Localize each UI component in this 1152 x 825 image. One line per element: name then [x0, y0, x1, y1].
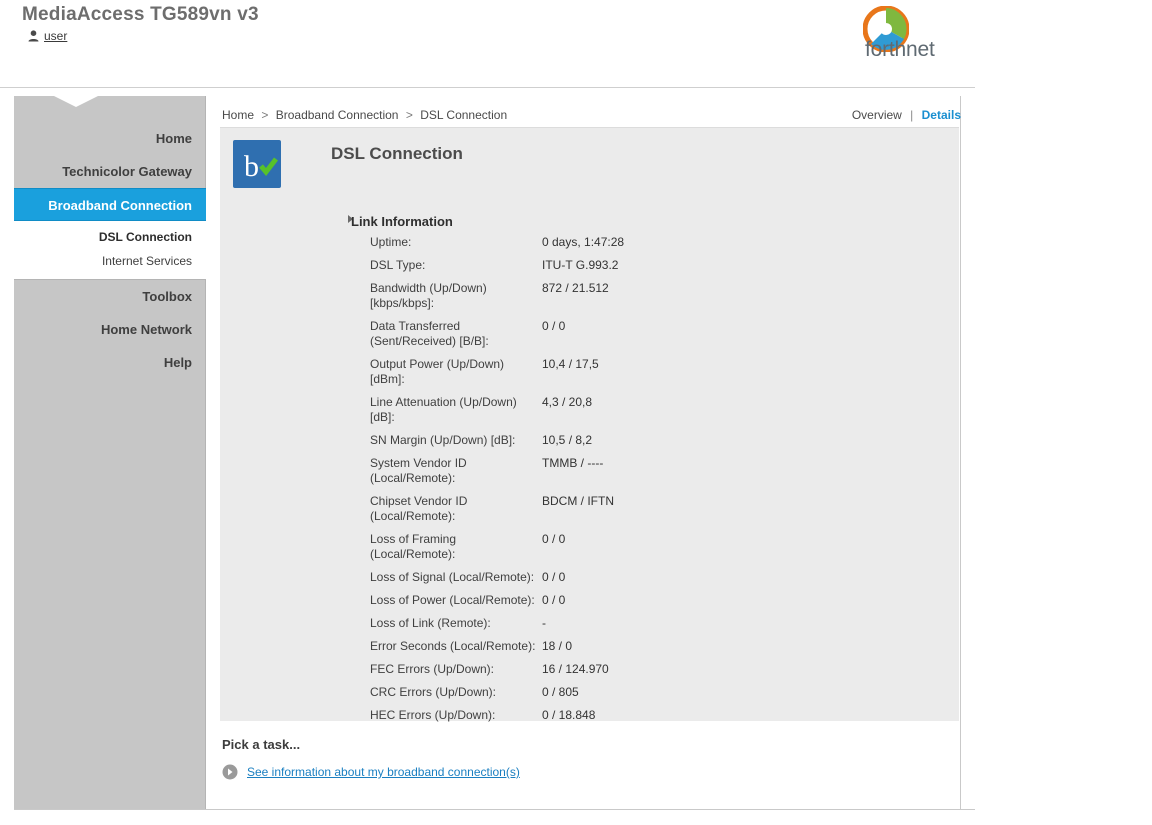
info-value: 0 / 0 — [542, 319, 566, 333]
pick-a-task-title: Pick a task... — [222, 737, 301, 752]
info-label: SN Margin (Up/Down) [dB]: — [370, 433, 516, 447]
task-item[interactable] — [222, 764, 922, 780]
info-label: Loss of Signal (Local/Remote): — [370, 570, 535, 584]
info-row — [370, 319, 930, 349]
info-row — [370, 235, 930, 250]
info-value: 16 / 124.970 — [542, 662, 609, 676]
info-value: 0 / 18.848 — [542, 708, 596, 722]
link-information-list — [370, 235, 930, 731]
sidebar-item-broadband-connection[interactable]: Broadband Connection — [14, 188, 206, 221]
dsl-connection-panel — [220, 127, 959, 721]
info-label: CRC Errors (Up/Down): — [370, 685, 497, 699]
info-value: - — [542, 616, 546, 630]
info-label: Output Power (Up/Down) [dBm]: — [370, 357, 505, 386]
info-label: System Vendor ID (Local/Remote): — [370, 456, 467, 485]
sidebar-notch — [54, 96, 98, 107]
user-link[interactable]: user — [44, 29, 68, 43]
info-label: Data Transferred (Sent/Received) [B/B]: — [370, 319, 489, 348]
sidebar-nav — [14, 122, 206, 379]
sidebar-subitem-dsl-connection[interactable]: DSL Connection — [98, 230, 192, 244]
view-divider: | — [910, 108, 914, 122]
bottom-divider — [14, 809, 975, 810]
sidebar-item-help[interactable]: Help — [163, 355, 192, 370]
dsl-status-icon — [231, 136, 283, 198]
info-value: BDCM / IFTN — [542, 494, 614, 508]
info-row — [370, 685, 930, 700]
sidebar-item-home[interactable]: Home — [155, 131, 192, 146]
info-label: Chipset Vendor ID (Local/Remote): — [370, 494, 468, 523]
info-value: 10,4 / 17,5 — [542, 357, 599, 371]
breadcrumb-item-home[interactable]: Home — [222, 108, 255, 122]
user-account[interactable] — [28, 29, 67, 43]
main-frame — [0, 88, 975, 810]
sidebar-subnav — [14, 221, 206, 280]
info-row — [370, 281, 930, 311]
page-header — [0, 0, 975, 88]
info-label: Line Attenuation (Up/Down) [dB]: — [370, 395, 517, 424]
overview-link[interactable]: Overview — [851, 108, 902, 122]
svg-text:b: b — [244, 150, 259, 183]
details-link[interactable]: Details — [921, 108, 961, 122]
breadcrumb-item-broadband-connection[interactable]: Broadband Connection — [275, 108, 399, 122]
brand-name: forthnet — [865, 38, 935, 61]
info-row — [370, 258, 930, 273]
content-area — [206, 96, 961, 810]
info-row — [370, 456, 930, 486]
breadcrumb-item-dsl-connection[interactable]: DSL Connection — [420, 108, 508, 122]
user-icon — [28, 30, 39, 42]
info-row — [370, 616, 930, 631]
sidebar-item-toolbox[interactable]: Toolbox — [142, 289, 192, 304]
info-label: Uptime: — [370, 235, 412, 249]
info-row — [370, 593, 930, 608]
info-label: Error Seconds (Local/Remote): — [370, 639, 536, 653]
info-row — [370, 494, 930, 524]
info-label: FEC Errors (Up/Down): — [370, 662, 495, 676]
info-value: ITU-T G.993.2 — [542, 258, 619, 272]
sidebar-item-home-network[interactable]: Home Network — [100, 322, 192, 337]
info-value: 0 / 805 — [542, 685, 579, 699]
info-row — [370, 708, 930, 723]
breadcrumb-separator: > — [261, 108, 269, 122]
info-value: 0 / 0 — [542, 532, 566, 546]
info-value: 0 / 0 — [542, 593, 566, 607]
info-label: Bandwidth (Up/Down) [kbps/kbps]: — [370, 281, 487, 310]
pick-a-task-block — [222, 737, 922, 780]
info-row — [370, 662, 930, 677]
info-value: 0 / 0 — [542, 570, 566, 584]
section-title-link-information: Link Information — [351, 214, 453, 229]
info-row — [370, 357, 930, 387]
info-row — [370, 433, 930, 448]
info-value: TMMB / ---- — [542, 456, 604, 470]
info-row — [370, 639, 930, 654]
info-row — [370, 532, 930, 562]
breadcrumb-separator: > — [405, 108, 413, 122]
info-label: Loss of Power (Local/Remote): — [370, 593, 535, 607]
view-switcher — [852, 108, 961, 122]
crumb-bar — [206, 96, 961, 126]
breadcrumb — [222, 108, 507, 122]
brand-logo — [831, 6, 961, 68]
info-value: 4,3 / 20,8 — [542, 395, 593, 409]
info-label: DSL Type: — [370, 258, 426, 272]
info-label: Loss of Link (Remote): — [370, 616, 491, 630]
sidebar-subitem-internet-services[interactable]: Internet Services — [101, 254, 192, 268]
product-title: MediaAccess TG589vn v3 — [22, 4, 259, 25]
task-link-broadband-info[interactable]: See information about my broadband connection(s) — [247, 765, 520, 779]
info-row — [370, 395, 930, 425]
info-value: 10,5 / 8,2 — [542, 433, 593, 447]
info-row — [370, 570, 930, 585]
sidebar-item-technicolor-gateway[interactable]: Technicolor Gateway — [62, 164, 192, 179]
info-label: Loss of Framing (Local/Remote): — [370, 532, 457, 561]
info-value: 0 days, 1:47:28 — [542, 235, 625, 249]
panel-title: DSL Connection — [331, 144, 463, 163]
info-value: 18 / 0 — [542, 639, 573, 653]
info-label: HEC Errors (Up/Down): — [370, 708, 496, 722]
info-value: 872 / 21.512 — [542, 281, 609, 295]
arrow-right-circle-icon — [222, 764, 238, 780]
sidebar — [14, 96, 206, 810]
